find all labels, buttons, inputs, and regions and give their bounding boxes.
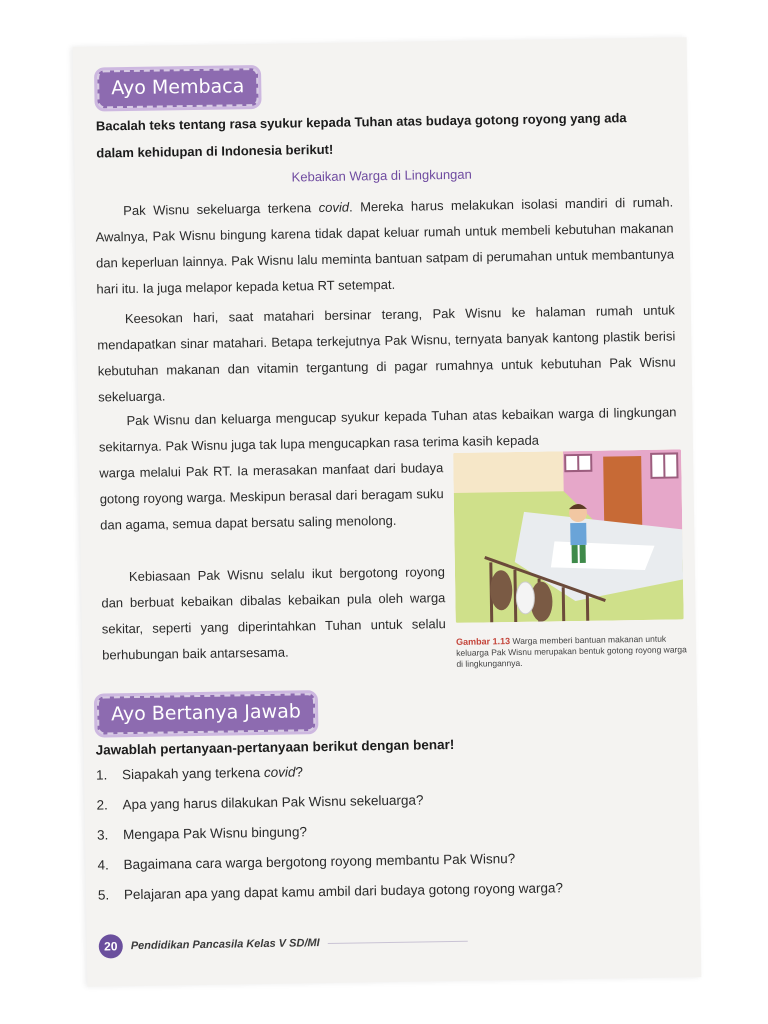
reading-instruction: Bacalah teks tentang rasa syukur kepada Tuhan atas budaya gotong royong yang ada dalam kehidupan di Indonesia berikut! — [95, 110, 627, 161]
question-instruction: Jawablah pertanyaan-pertanyaan berikut dengan benar! — [95, 736, 455, 758]
question-number: 2. — [96, 797, 108, 813]
ayo-bertanya-jawab-banner: Ayo Bertanya Jawab — [97, 693, 315, 734]
story-paragraph-1 — [95, 189, 675, 302]
story-paragraph-4: Kebiasaan Pak Wisnu selalu ikut bergotong royong dan berbuat kebaikan dibalas kebaikan pula oleh warga sekitar, seperti yang diperintahkan Tuhan untuk selalu berhubungan baik antarsesama. — [101, 564, 446, 663]
story-paragraph-2: Keesokan hari, saat matahari bersinar terang, Pak Wisnu ke halaman rumah untuk mendapatkan sinar matahari. Betapa terkejutnya Pak Wisnu, ternyata banyak kantong plastik berisi kebutuhan makanan dan vitamin tergantung di pagar rumahnya untuk kebutuhan Pak Wisnu sekeluarga. — [97, 302, 676, 405]
question-text: Mengapa Pak Wisnu bingung? — [122, 824, 308, 843]
p1-text-end: . Mereka harus melakukan isolasi mandiri di rumah. Awalnya, Pak Wisnu bingung karena tidak dapat keluar rumah untuk membeli kebutuhan makanan dan keperluan lainnya. Pak Wisnu lalu meminta bantuan satpam di perumahan untuk membantunya hari itu. Ia juga melapor kepada ketua RT setempat. — [95, 194, 675, 297]
question-list — [96, 753, 563, 910]
question-text: Bagaimana cara warga bergotong royong membantu Pak Wisnu? — [123, 851, 516, 873]
question-number: 1. — [95, 767, 108, 783]
book-page — [73, 37, 702, 987]
figure-caption — [456, 633, 688, 670]
page-footer — [99, 929, 468, 959]
p1-text-start: Pak Wisnu sekeluarga terkena — [123, 200, 319, 219]
question-number: 4. — [97, 857, 109, 873]
question-number: 3. — [96, 827, 109, 843]
question-item — [98, 873, 563, 910]
story-paragraph-3: Pak Wisnu dan keluarga mengucap syukur kepada Tuhan atas kebaikan warga di lingkungan sekitarnya. Pak Wisnu juga tak lupa mengucapkan rasa terima kasih kepada — [98, 404, 677, 455]
illustration-figure — [453, 449, 684, 623]
question-text: Siapakah yang terkena — [121, 764, 265, 783]
question-number: 5. — [97, 887, 110, 903]
neighbor-help-illustration — [453, 449, 684, 623]
question-text: Pelajaran apa yang dapat kamu ambil dari budaya gotong royong warga? — [123, 880, 564, 903]
question-italic: covid — [263, 764, 296, 780]
p1-italic-covid: covid — [318, 199, 350, 216]
ayo-membaca-banner: Ayo Membaca — [97, 68, 259, 108]
page-number-badge: 20 — [99, 934, 123, 958]
book-title: Pendidikan Pancasila Kelas V SD/MI — [130, 937, 320, 953]
question-text: Apa yang harus dilakukan Pak Wisnu sekeluarga? — [122, 792, 424, 813]
story-title: Kebaikan Warga di Lingkungan — [291, 166, 472, 185]
figure-label: Gambar 1.13 — [455, 636, 511, 647]
story-paragraph-3-continued: warga melalui Pak RT. Ia merasakan manfaat dari budaya gotong royong warga. Meskipun berasal dari beragam suku dan agama, semua dapat bersatu saling menolong. — [99, 460, 444, 533]
question-text-end: ? — [295, 764, 304, 780]
footer-divider — [328, 940, 468, 943]
figure-caption-text: Warga memberi bantuan makanan untuk keluarga Pak Wisnu merupakan bentuk gotong royong warga di lingkungannya. — [456, 633, 687, 669]
